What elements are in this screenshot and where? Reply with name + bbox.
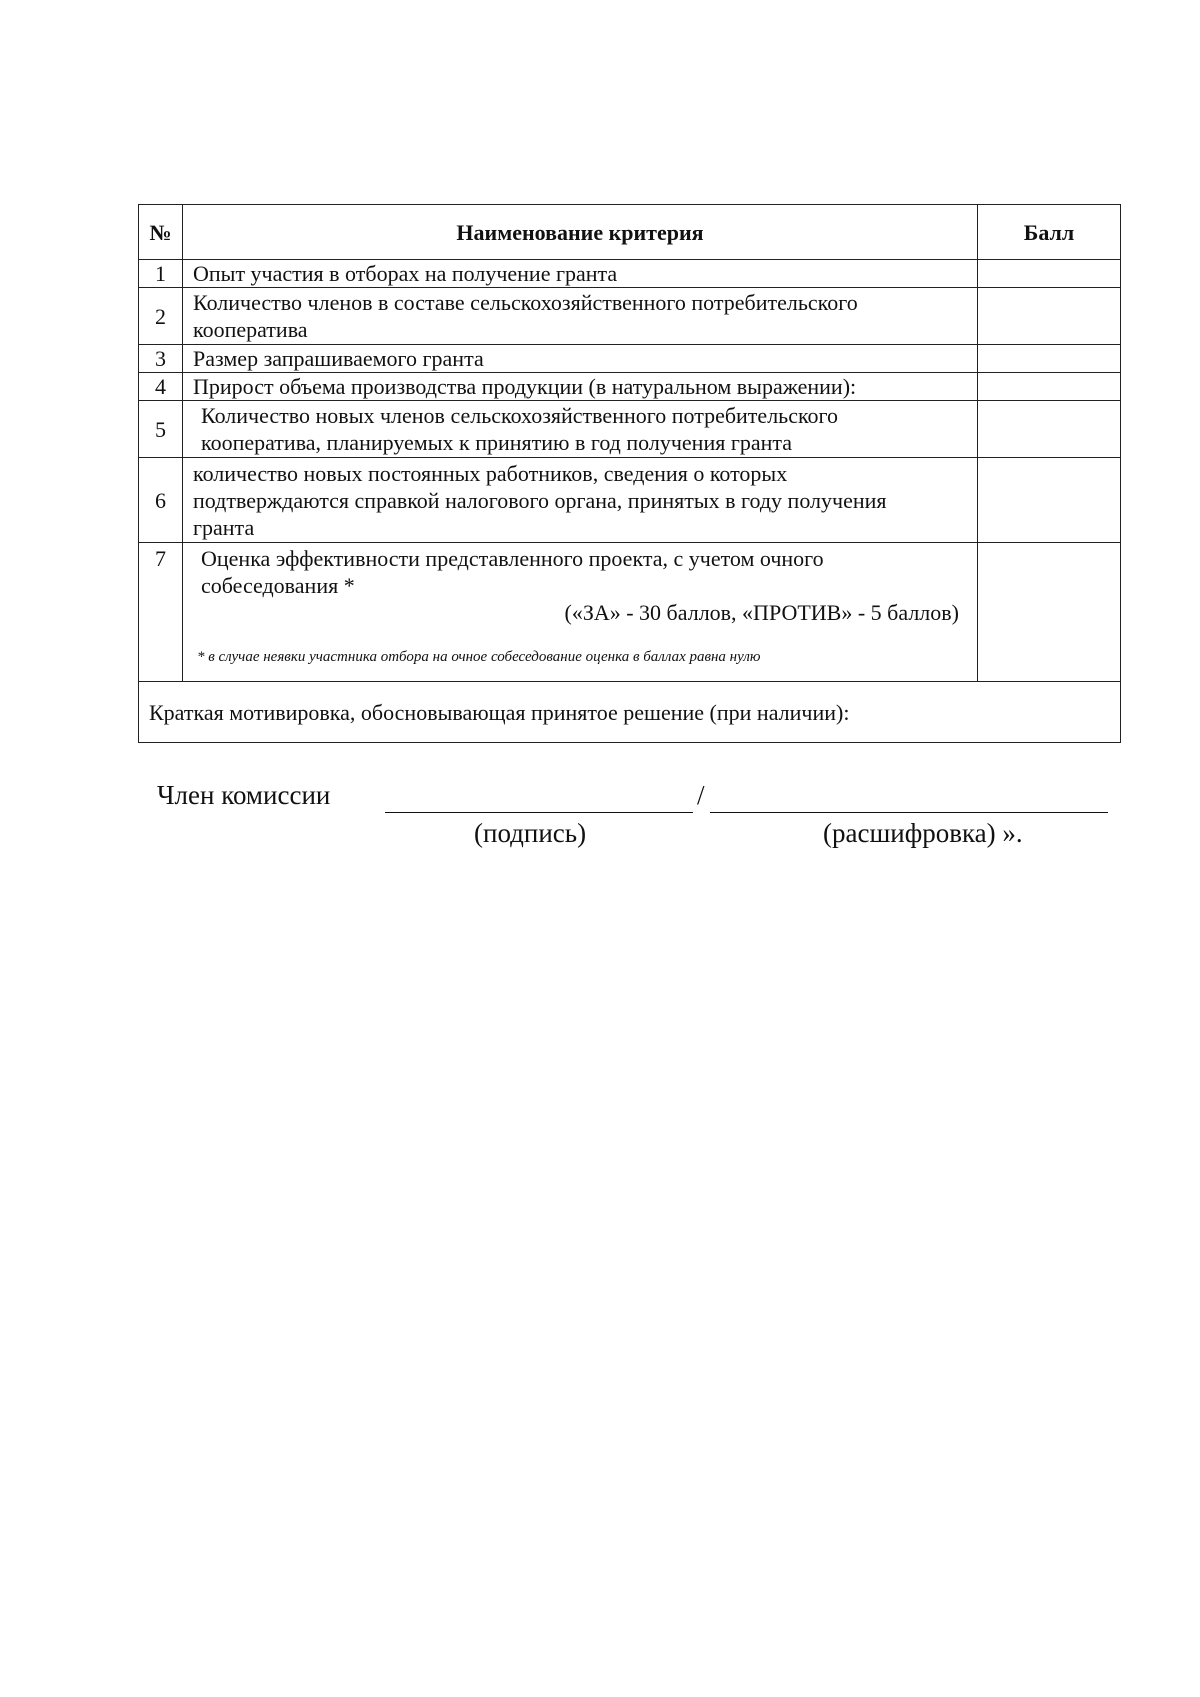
row-number: 1	[139, 260, 183, 288]
name-line[interactable]	[710, 812, 1108, 813]
signature-slash: /	[697, 780, 705, 810]
table-row	[139, 401, 1121, 458]
motivation-row	[139, 682, 1121, 743]
header-score: Балл	[978, 205, 1121, 260]
row-number: 6	[139, 458, 183, 543]
motivation-cell[interactable]	[139, 682, 1121, 743]
score-cell[interactable]	[978, 288, 1121, 345]
footnote: * в случае неявки участника отбора на очное собеседование оценка в баллах равна нулю	[197, 649, 761, 665]
row-number: 2	[139, 288, 183, 345]
criterion-name	[183, 543, 978, 682]
criterion-name	[183, 345, 978, 373]
criterion-line: кооператива	[193, 317, 308, 342]
criterion-name	[183, 458, 978, 543]
criterion-line: Прирост объема производства продукции (в натуральном выражении):	[193, 374, 857, 399]
criterion-name	[183, 373, 978, 401]
criterion-line: гранта	[193, 514, 255, 540]
criterion-name	[183, 288, 978, 345]
signature-line[interactable]	[385, 812, 693, 813]
row-number: 4	[139, 373, 183, 401]
name-caption: (расшифровка) ».	[823, 818, 1023, 848]
criterion-line: кооператива, планируемых к принятию в год получения гранта	[201, 430, 793, 455]
criterion-line: Опыт участия в отборах на получение гранта	[193, 261, 618, 286]
criteria-table	[138, 204, 1121, 743]
header-num: №	[139, 205, 183, 260]
table-header-row	[139, 205, 1121, 260]
score-cell[interactable]	[978, 260, 1121, 288]
criterion-name	[183, 260, 978, 288]
score-cell[interactable]	[978, 345, 1121, 373]
criterion-line: Количество новых членов сельскохозяйственного потребительского	[201, 403, 839, 428]
table-row	[139, 288, 1121, 345]
row-number: 7	[139, 543, 183, 682]
table-row	[139, 345, 1121, 373]
table-row	[139, 260, 1121, 288]
criterion-line: Оценка эффективности представленного проекта, с учетом очного	[201, 546, 824, 571]
score-cell[interactable]	[978, 543, 1121, 682]
header-name: Наименование критерия	[183, 205, 978, 260]
motivation-label: Краткая мотивировка, обосновывающая принятое решение (при наличии):	[149, 699, 850, 725]
row-number: 5	[139, 401, 183, 458]
table-row	[139, 543, 1121, 682]
criterion-line: количество новых постоянных работников, сведения о которых	[193, 460, 788, 486]
score-cell[interactable]	[978, 458, 1121, 543]
signature-block	[157, 780, 1117, 860]
signature-caption: (подпись)	[474, 818, 587, 848]
criterion-line: собеседования *	[201, 573, 355, 598]
table-row	[139, 373, 1121, 401]
table-row	[139, 458, 1121, 543]
score-cell[interactable]	[978, 401, 1121, 458]
signature-label: Член комиссии	[157, 780, 331, 810]
scoring-rule: («ЗА» - 30 баллов, «ПРОТИВ» - 5 баллов)	[564, 600, 959, 625]
criterion-line: Размер запрашиваемого гранта	[193, 346, 484, 371]
row-number: 3	[139, 345, 183, 373]
criterion-line: подтверждаются справкой налогового органа, принятых в году получения	[193, 487, 887, 513]
criterion-line: Количество членов в составе сельскохозяйственного потребительского	[193, 290, 858, 315]
criterion-name	[183, 401, 978, 458]
score-cell[interactable]	[978, 373, 1121, 401]
